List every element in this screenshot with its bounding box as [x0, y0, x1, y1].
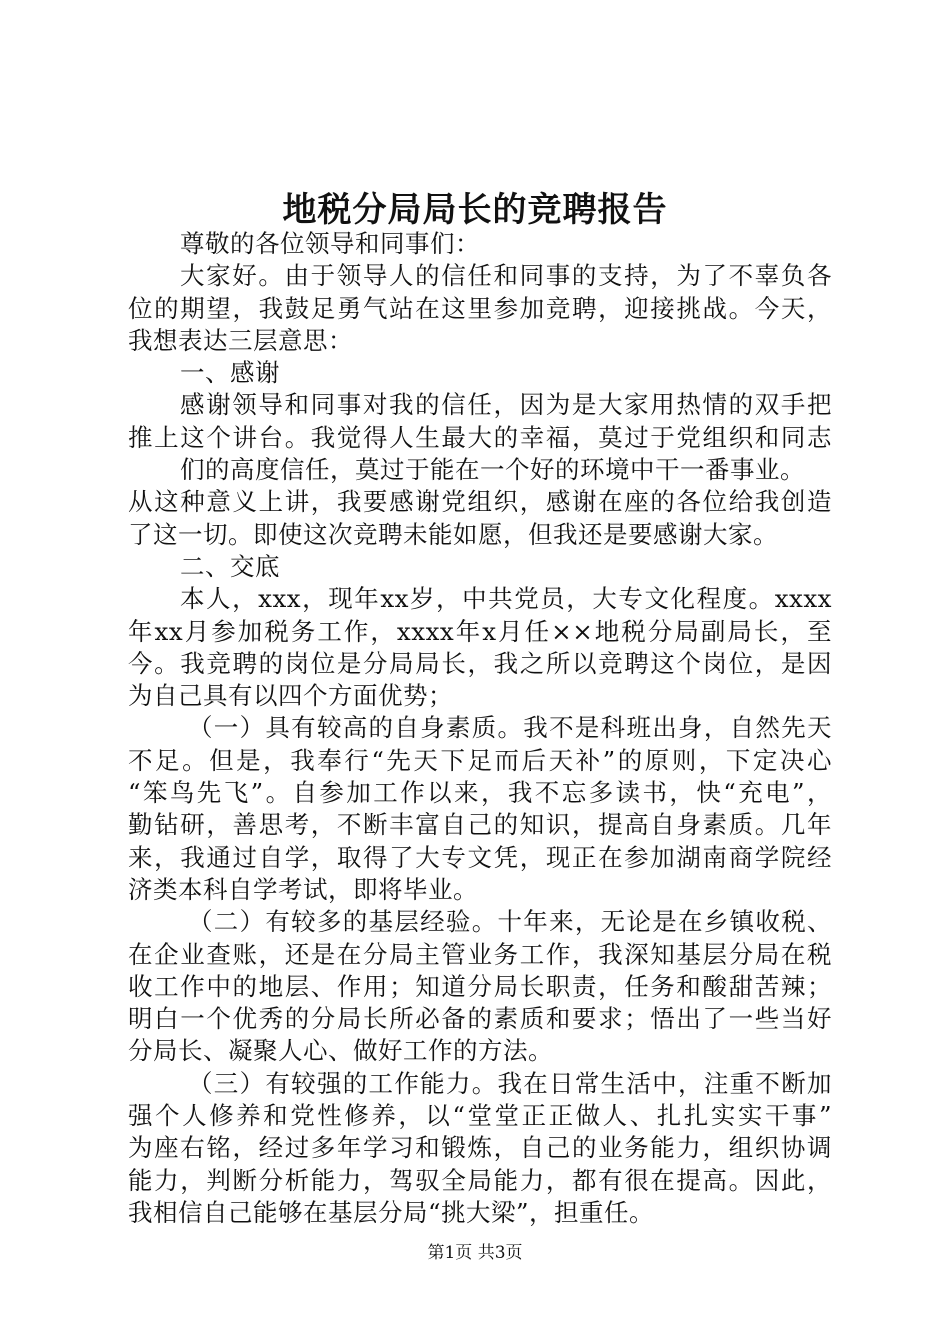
paragraph-line: 为自己具有以四个方面优势；: [128, 681, 453, 711]
paragraph-line: 了这一切。即使这次竞聘未能如愿，但我还是要感谢大家。: [128, 519, 778, 549]
paragraph-line: 我想表达三层意思：: [128, 325, 353, 355]
paragraph-line: 勤钻研，善思考，不断丰富自己的知识，提高自身素质。几年: [128, 810, 832, 840]
paragraph-line: 能力，判断分析能力，驾驭全局能力，都有很在提高。因此，: [128, 1165, 832, 1195]
paragraph-line: 来，我通过自学，取得了大专文凭，现正在参加湖南商学院经: [128, 842, 832, 872]
paragraph-line: 本人，xxx，现年xx岁，中共党员，大专文化程度。xxxx: [180, 584, 832, 614]
page-footer: 第1页 共3页: [427, 1243, 523, 1263]
paragraph-line: 不足。但是，我奉行“先天下足而后天补”的原则，下定决心: [128, 745, 832, 775]
paragraph-line: 强个人修养和党性修养，以“堂堂正正做人、扎扎实实干事”: [128, 1101, 832, 1131]
paragraph-line: （一）具有较高的自身素质。我不是科班出身，自然先天: [188, 713, 832, 743]
paragraph-line: 年xx月参加税务工作，xxxx年x月任××地税分局副局长，至: [128, 616, 832, 646]
paragraph-line: （二）有较多的基层经验。十年来，无论是在乡镇收税、: [188, 907, 832, 937]
paragraph-line: 位的期望，我鼓足勇气站在这里参加竞聘，迎接挑战。今天，: [128, 293, 832, 323]
paragraph-line: 分局长、凝聚人心、做好工作的方法。: [128, 1036, 553, 1066]
paragraph-line: 大家好。由于领导人的信任和同事的支持，为了不辜负各: [180, 261, 832, 291]
paragraph-line: 们的高度信任，莫过于能在一个好的环境中干一番事业。: [180, 455, 805, 485]
paragraph-line: 济类本科自学考试，即将毕业。: [128, 874, 478, 904]
paragraph-line: “笨鸟先飞”。自参加工作以来，我不忘多读书，快“充电”，: [128, 778, 832, 808]
salutation-line: 尊敬的各位领导和同事们：: [180, 229, 480, 258]
paragraph-line: 收工作中的地层、作用；知道分局长职责，任务和酸甜苦辣；: [128, 971, 832, 1001]
paragraph-line: 从这种意义上讲，我要感谢党组织，感谢在座的各位给我创造: [128, 487, 832, 517]
paragraph-line: 为座右铭，经过多年学习和锻炼，自己的业务能力，组织协调: [128, 1133, 832, 1163]
section-heading: 一、感谢: [180, 358, 280, 388]
paragraph-line: 在企业查账，还是在分局主管业务工作，我深知基层分局在税: [128, 939, 832, 969]
paragraph-line: 推上这个讲台。我觉得人生最大的幸福，莫过于党组织和同志: [128, 422, 832, 452]
section-heading: 二、交底: [180, 551, 280, 581]
paragraph-line: 感谢领导和同事对我的信任，因为是大家用热情的双手把: [180, 390, 832, 420]
document-body: [128, 228, 832, 1229]
paragraph-line: 今。我竞聘的岗位是分局局长，我之所以竞聘这个岗位，是因: [128, 648, 832, 678]
paragraph-line: 我相信自己能够在基层分局“挑大梁”，担重任。: [128, 1197, 655, 1227]
document-title: 地税分局局长的竞聘报告: [282, 190, 668, 230]
paragraph-line: （三）有较强的工作能力。我在日常生活中，注重不断加: [188, 1068, 832, 1098]
paragraph-line: 明白一个优秀的分局长所必备的素质和要求；悟出了一些当好: [128, 1004, 832, 1034]
